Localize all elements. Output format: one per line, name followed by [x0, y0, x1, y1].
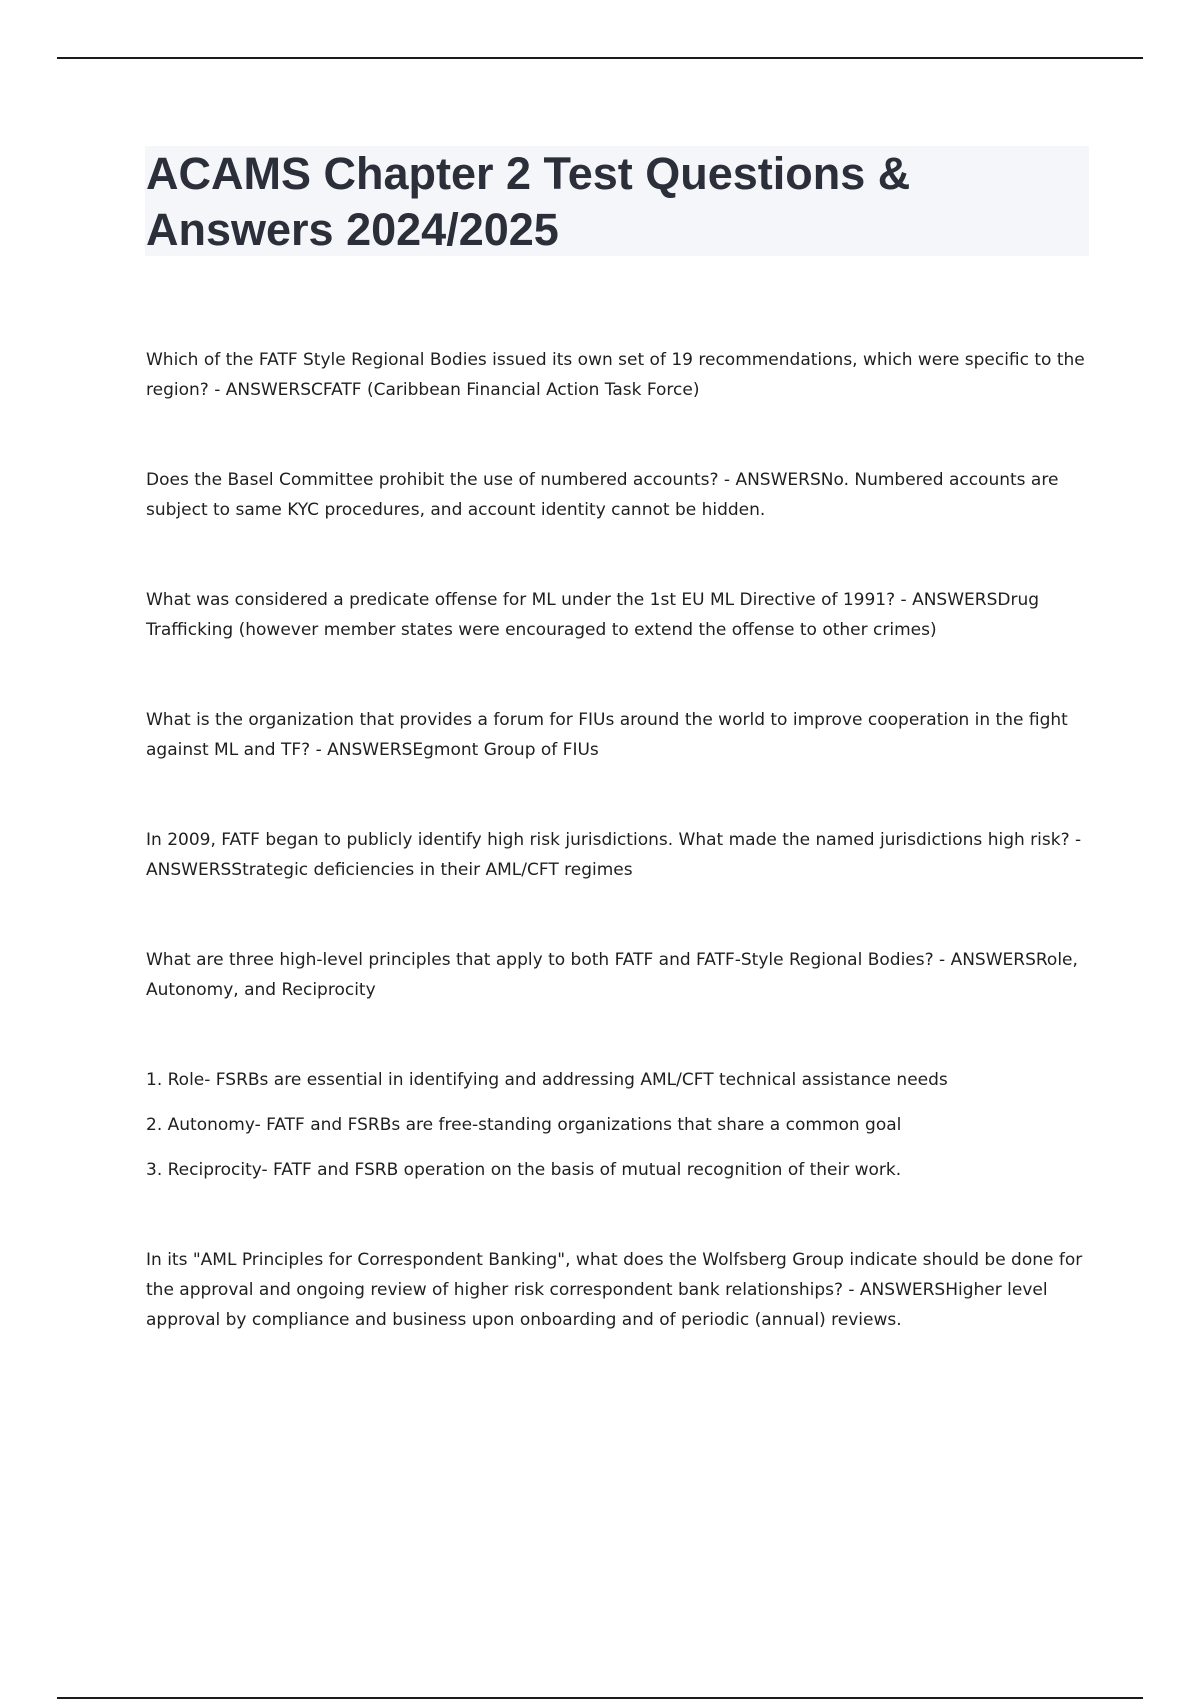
document-body	[146, 345, 1091, 1395]
principle-item: 3. Reciprocity- FATF and FSRB operation on the basis of mutual recognition of their work.	[146, 1160, 902, 1180]
qa-item: What are three high-level principles that apply to both FATF and FATF-Style Regional Bodies? - ANSWERSRole, Autonomy, and Reciprocity	[146, 950, 1078, 1000]
principle-item: 2. Autonomy- FATF and FSRBs are free-standing organizations that share a common goal	[146, 1115, 902, 1135]
qa-item: In 2009, FATF began to publicly identify high risk jurisdictions. What made the named jurisdictions high risk? - ANSWERSStrategic deficiencies in their AML/CFT regimes	[146, 830, 1082, 880]
qa-item: Which of the FATF Style Regional Bodies issued its own set of 19 recommendations, which were specific to the region? - ANSWERSCFATF (Caribbean Financial Action Task Force)	[146, 350, 1085, 400]
top-divider	[57, 57, 1143, 59]
qa-item: What is the organization that provides a forum for FIUs around the world to improve cooperation in the fight against ML and TF? - ANSWERSEgmont Group of FIUs	[146, 710, 1068, 760]
principles-list	[146, 1065, 1091, 1185]
principle-item: 1. Role- FSRBs are essential in identifying and addressing AML/CFT technical assistance needs	[146, 1070, 948, 1090]
qa-item: Does the Basel Committee prohibit the use of numbered accounts? - ANSWERSNo. Numbered accounts are subject to same KYC procedures, and account identity cannot be hidden.	[146, 470, 1059, 520]
page-title: ACAMS Chapter 2 Test Questions & Answers 2024/2025	[146, 148, 911, 255]
qa-item: In its "AML Principles for Correspondent Banking", what does the Wolfsberg Group indicate should be done for the approval and ongoing review of higher risk correspondent bank relationships? - ANSWERSHigher level approval by compliance and business upon onboarding and of periodic (annual) reviews.	[146, 1250, 1083, 1330]
bottom-divider	[57, 1697, 1143, 1699]
qa-item: What was considered a predicate offense for ML under the 1st EU ML Directive of 1991? - ANSWERSDrug Trafficking (however member states were encouraged to extend the offense to other crimes)	[146, 590, 1040, 640]
